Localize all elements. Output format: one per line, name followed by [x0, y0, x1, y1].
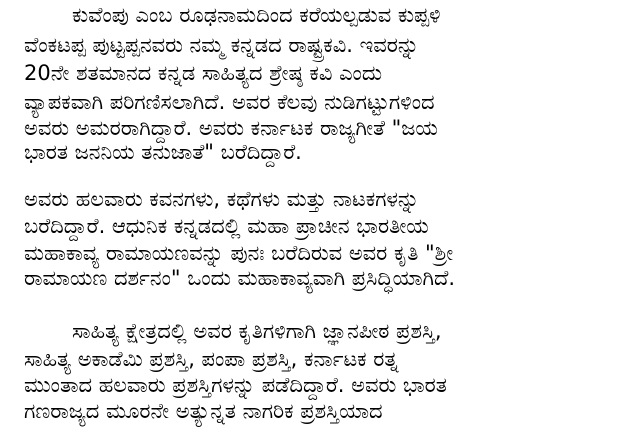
paragraph-2-line-1: ಅವರು ಹಲವಾರು ಕವನಗಳು, ಕಥೆಗಳು ಮತ್ತು ನಾಟಕಗಳನ್ನು — [24, 187, 420, 211]
paragraph-1-line-1: ಕುವೆಂಪು ಎಂಬ ರೂಢನಾಮದಿಂದ ಕರೆಯಲ್ಪಡುವ ಕುಪ್ಪಳಿ — [72, 3, 441, 27]
paragraph-3-line-3: ಮುಂತಾದ ಹಲವಾರು ಪ್ರಶಸ್ತಿಗಳನ್ನು ಪಡೆದಿದ್ದಾರೆ. ಅವರು ಭಾರತ — [24, 373, 447, 397]
paragraph-3-line-4: ಗಣರಾಜ್ಯದ ಮೂರನೇ ಅತ್ಯುನ್ನತ ನಾಗರಿಕ ಪ್ರಶಸ್ತಿಯಾದ — [24, 399, 383, 423]
paragraph-2-line-3: ಮಹಾಕಾವ್ಯ ರಾಮಾಯಣವನ್ನು ಪುನಃ ಬರೆದಿರುವ ಅವರ ಕೃತಿ "ಶ್ರೀ — [24, 241, 454, 265]
paragraph-1-line-6: ಭಾರತ ಜನನಿಯ ತನುಜಾತೆ" ಬರೆದಿದ್ದಾರೆ. — [24, 140, 302, 164]
paragraph-3-line-1: ಸಾಹಿತ್ಯ ಕ್ಷೇತ್ರದಲ್ಲಿ ಅವರ ಕೃತಿಗಳಿಗಾಗಿ ಜ್ಞಾನಪೀಠ ಪ್ರಶಸ್ತಿ, — [72, 319, 442, 343]
paragraph-2-line-4: ರಾಮಾಯಣ ದರ್ಶನಂ" ಒಂದು ಮಹಾಕಾವ್ಯವಾಗಿ ಪ್ರಸಿದ್ಧಿಯಾಗಿದೆ. — [24, 266, 456, 290]
paragraph-1-line-2: ವೆಂಕಟಪ್ಪ ಪುಟ್ಟಪ್ಪನವರು ನಮ್ಮ ಕನ್ನಡದ ರಾಷ್ಟ್ರಕವಿ. ಇವರನ್ನು — [24, 33, 420, 57]
paragraph-1-line-5: ಅವರು ಅಮರರಾಗಿದ್ದಾರೆ. ಅವರು ಕರ್ನಾಟಕ ರಾಜ್ಯಗೀತೆ "ಜಯ — [24, 116, 438, 140]
paragraph-1-line-4: ವ್ಯಾಪಕವಾಗಿ ಪರಿಗಣಿಸಲಾಗಿದೆ. ಅವರ ಕೆಲವು ನುಡಿಗಟ್ಟುಗಳಿಂದ — [24, 90, 435, 114]
paragraph-3-line-2: ಸಾಹಿತ್ಯ ಅಕಾಡೆಮಿ ಪ್ರಶಸ್ತಿ, ಪಂಪಾ ಪ್ರಶಸ್ತಿ, ಕರ್ನಾಟಕ ರತ್ನ — [24, 347, 399, 371]
paragraph-2-line-2: ಬರೆದಿದ್ದಾರೆ. ಆಧುನಿಕ ಕನ್ನಡದಲ್ಲಿ ಮಹಾ ಪ್ರಾಚೀನ ಭಾರತೀಯ — [24, 214, 429, 238]
paragraph-1-line-3: 20ನೇ ಶತಮಾನದ ಕನ್ನಡ ಸಾಹಿತ್ಯದ ಶ್ರೇಷ್ಠ ಕವಿ ಎಂದು — [24, 61, 383, 85]
